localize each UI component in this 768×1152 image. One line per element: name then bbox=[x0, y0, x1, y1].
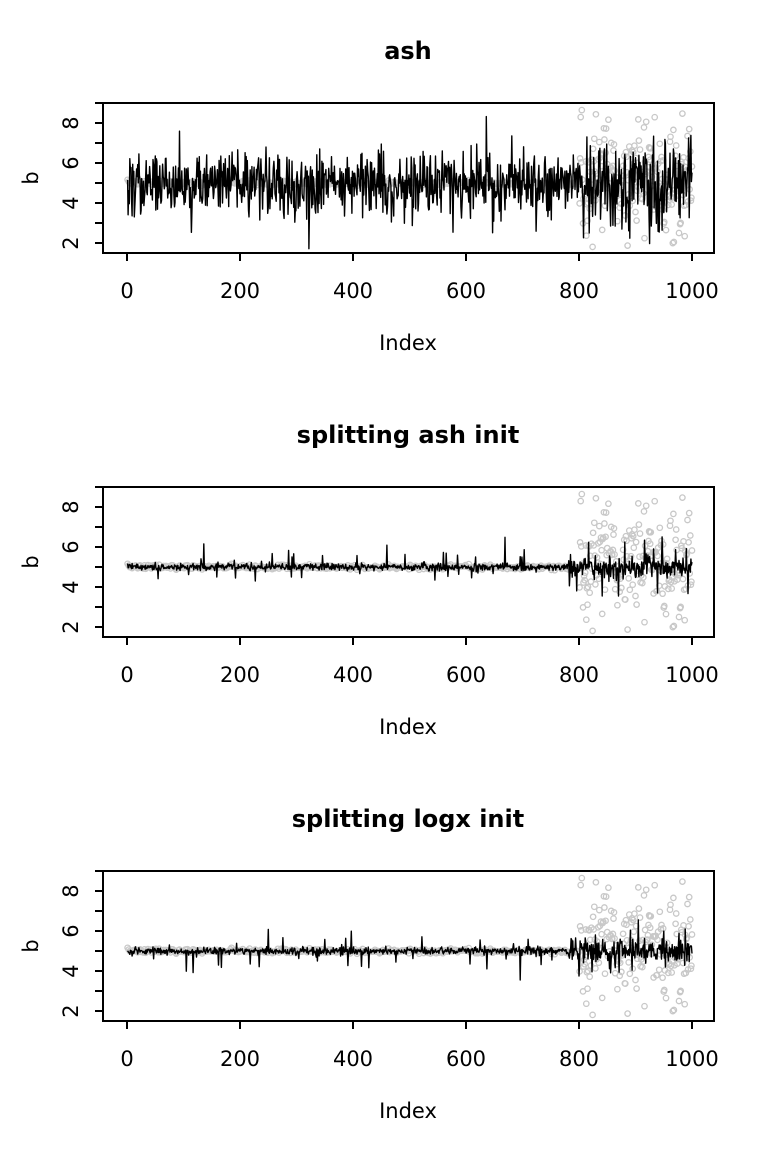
x-tick-label: 800 bbox=[558, 663, 600, 687]
x-tick-label: 600 bbox=[445, 663, 487, 687]
y-axis-label: b bbox=[19, 171, 43, 185]
x-tick-label: 200 bbox=[219, 1047, 261, 1071]
y-tick-label: 2 bbox=[59, 236, 83, 250]
y-axis-label: b bbox=[19, 555, 43, 569]
x-tick-label: 400 bbox=[332, 279, 374, 303]
x-tick-label: 600 bbox=[445, 1047, 487, 1071]
plot-title: ash bbox=[384, 37, 432, 65]
plot-panel-splitting-logx-init bbox=[0, 768, 768, 1152]
x-tick-label: 200 bbox=[219, 663, 261, 687]
x-axis-label: Index bbox=[379, 331, 437, 355]
y-tick-label: 8 bbox=[59, 884, 83, 898]
x-tick-label: 400 bbox=[332, 663, 374, 687]
x-tick-label: 1000 bbox=[665, 279, 719, 303]
y-tick-label: 2 bbox=[59, 620, 83, 634]
y-tick-label: 4 bbox=[59, 964, 83, 978]
y-tick-label: 6 bbox=[59, 156, 83, 170]
plot-panel-ash bbox=[0, 0, 768, 384]
x-tick-label: 0 bbox=[120, 663, 134, 687]
y-tick-label: 4 bbox=[59, 580, 83, 594]
x-tick-label: 1000 bbox=[665, 663, 719, 687]
x-tick-label: 0 bbox=[120, 279, 134, 303]
y-tick-label: 4 bbox=[59, 196, 83, 210]
plot-title: splitting logx init bbox=[291, 805, 525, 833]
x-tick-label: 800 bbox=[558, 279, 600, 303]
x-tick-label: 800 bbox=[558, 1047, 600, 1071]
x-tick-label: 1000 bbox=[665, 1047, 719, 1071]
y-tick-label: 2 bbox=[59, 1004, 83, 1018]
plot-panel-splitting-ash-init bbox=[0, 384, 768, 768]
y-tick-label: 8 bbox=[59, 500, 83, 514]
x-tick-label: 600 bbox=[445, 279, 487, 303]
y-tick-label: 6 bbox=[59, 540, 83, 554]
x-tick-label: 400 bbox=[332, 1047, 374, 1071]
x-axis-label: Index bbox=[379, 1099, 437, 1123]
x-tick-label: 200 bbox=[219, 279, 261, 303]
x-axis-label: Index bbox=[379, 715, 437, 739]
x-tick-label: 0 bbox=[120, 1047, 134, 1071]
plot-title: splitting ash init bbox=[296, 421, 520, 449]
y-tick-label: 8 bbox=[59, 116, 83, 130]
y-tick-label: 6 bbox=[59, 924, 83, 938]
y-axis-label: b bbox=[19, 939, 43, 953]
